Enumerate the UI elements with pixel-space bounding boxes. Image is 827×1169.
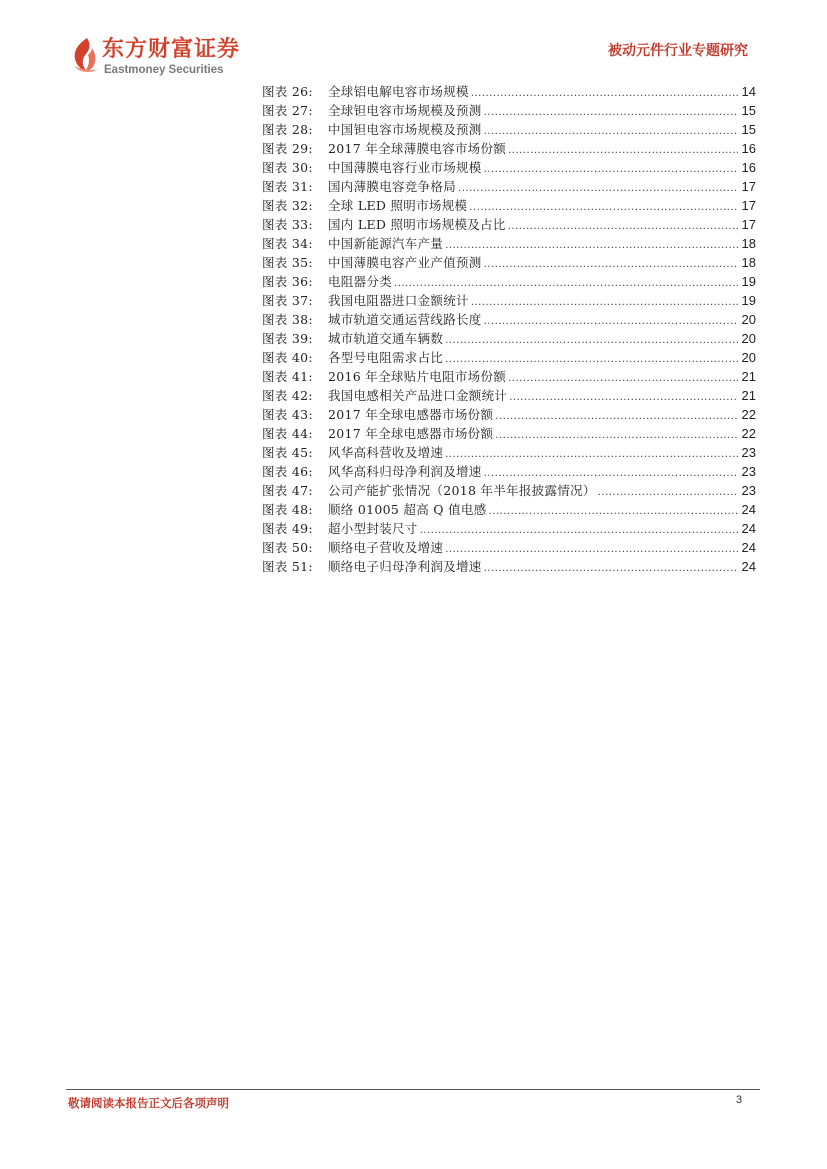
toc-entry-label: [262, 424, 493, 443]
toc-figure-title: 城市轨道交通车辆数: [328, 331, 444, 346]
toc-figure-title: 超小型封装尺寸: [328, 521, 418, 536]
toc-page-number: 24: [741, 521, 756, 536]
brand-name-cn: 东方财富证券: [102, 37, 241, 62]
toc-leader-dots: [484, 160, 738, 179]
toc-leader-dots: [471, 293, 738, 312]
toc-page-number: 23: [741, 445, 756, 460]
toc-leader-dots: [508, 217, 738, 236]
toc-figure-title: 2017 年全球电感器市场份额: [328, 426, 494, 441]
toc-leader-dots: [420, 521, 738, 540]
toc-page-number: 22: [741, 407, 756, 422]
toc-leader-dots: [484, 255, 738, 274]
toc-figure-number: 图表 51:: [262, 559, 313, 574]
toc-page-number: 20: [741, 331, 756, 346]
toc-figure-title: 电阻器分类: [328, 274, 393, 289]
toc-entry[interactable]: [262, 386, 756, 405]
toc-page-number: 21: [741, 369, 756, 384]
toc-page-number: 16: [741, 141, 756, 156]
toc-entry-label: [262, 386, 507, 405]
toc-figure-title: 顺络电子营收及增速: [328, 540, 444, 555]
toc-page-number: 24: [741, 502, 756, 517]
toc-figure-title: 中国新能源汽车产量: [328, 236, 444, 251]
toc-figure-title: 我国电阻器进口金额统计: [328, 293, 469, 308]
toc-entry[interactable]: [262, 557, 756, 576]
toc-figure-title: 2017 年全球电感器市场份额: [328, 407, 494, 422]
toc-entry[interactable]: [262, 291, 756, 310]
toc-entry[interactable]: [262, 500, 756, 519]
toc-leader-dots: [495, 407, 738, 426]
toc-entry-label: [262, 177, 456, 196]
toc-entry[interactable]: [262, 139, 756, 158]
toc-leader-dots: [484, 103, 738, 122]
toc-figure-number: 图表 41:: [262, 369, 313, 384]
toc-leader-dots: [508, 369, 738, 388]
toc-figure-title: 中国钽电容市场规模及预测: [328, 122, 482, 137]
toc-entry-label: [262, 519, 418, 538]
toc-figure-number: 图表 45:: [262, 445, 313, 460]
toc-leader-dots: [509, 388, 738, 407]
toc-figure-number: 图表 44:: [262, 426, 313, 441]
toc-figure-title: 中国薄膜电容行业市场规模: [328, 160, 482, 175]
toc-entry[interactable]: [262, 101, 756, 120]
toc-figure-title: 全球 LED 照明市场规模: [328, 198, 468, 213]
toc-figure-number: 图表 30:: [262, 160, 313, 175]
toc-entry-label: [262, 120, 482, 139]
toc-entry-label: [262, 101, 482, 120]
toc-entry-label: [262, 310, 482, 329]
toc-entry-label: [262, 291, 469, 310]
toc-figure-number: 图表 28:: [262, 122, 313, 137]
toc-page-number: 24: [741, 540, 756, 555]
toc-figure-number: 图表 40:: [262, 350, 313, 365]
toc-entry[interactable]: [262, 462, 756, 481]
toc-leader-dots: [445, 236, 738, 255]
toc-entry-label: [262, 367, 506, 386]
toc-entry-label: [262, 196, 467, 215]
toc-figure-title: 2016 年全球贴片电阻市场份额: [328, 369, 507, 384]
toc-entry-label: [262, 234, 443, 253]
toc-figure-title: 我国电感相关产品进口金额统计: [328, 388, 508, 403]
toc-leader-dots: [445, 540, 738, 559]
flame-swirl-logo-icon: [70, 36, 100, 74]
toc-figure-number: 图表 49:: [262, 521, 313, 536]
disclaimer-note: 敬请阅读本报告正文后各项声明: [68, 1096, 229, 1110]
toc-entry-label: [262, 405, 493, 424]
toc-entry-label: [262, 481, 596, 500]
toc-entry-label: [262, 329, 443, 348]
toc-figure-title: 中国薄膜电容产业产值预测: [328, 255, 482, 270]
toc-entry-label: [262, 500, 487, 519]
toc-entry[interactable]: [262, 196, 756, 215]
toc-page-number: 17: [741, 198, 756, 213]
toc-figure-title: 顺络电子归母净利润及增速: [328, 559, 482, 574]
toc-leader-dots: [484, 559, 738, 578]
toc-figure-number: 图表 35:: [262, 255, 313, 270]
toc-figure-number: 图表 34:: [262, 236, 313, 251]
toc-entry-label: [262, 348, 443, 367]
toc-entry[interactable]: [262, 481, 756, 500]
toc-leader-dots: [469, 198, 738, 217]
toc-page-number: 23: [741, 483, 756, 498]
toc-entry[interactable]: [262, 253, 756, 272]
footer-divider: [66, 1089, 760, 1090]
toc-page-number: 21: [741, 388, 756, 403]
toc-page-number: 17: [741, 179, 756, 194]
toc-leader-dots: [495, 426, 738, 445]
brand-name-en: Eastmoney Securities: [104, 64, 224, 76]
page-number: 3: [736, 1094, 743, 1106]
toc-entry[interactable]: [262, 348, 756, 367]
toc-figure-number: 图表 50:: [262, 540, 313, 555]
toc-entry-label: [262, 557, 482, 576]
toc-figure-number: 图表 48:: [262, 502, 313, 517]
toc-leader-dots: [445, 331, 738, 350]
toc-figure-title: 城市轨道交通运营线路长度: [328, 312, 482, 327]
toc-entry-label: [262, 462, 482, 481]
toc-entry-label: [262, 538, 443, 557]
toc-figure-title: 各型号电阻需求占比: [328, 350, 444, 365]
toc-entry-label: [262, 82, 469, 101]
report-title: 被动元件行业专题研究: [608, 43, 748, 59]
toc-figure-title: 全球铝电解电容市场规模: [328, 84, 469, 99]
toc-entry[interactable]: [262, 310, 756, 329]
toc-entry[interactable]: [262, 519, 756, 538]
toc-page-number: 19: [741, 293, 756, 308]
toc-entry-label: [262, 215, 506, 234]
toc-figure-title: 国内 LED 照明市场规模及占比: [328, 217, 506, 232]
toc-page-number: 23: [741, 464, 756, 479]
toc-figure-number: 图表 42:: [262, 388, 313, 403]
toc-entry[interactable]: [262, 367, 756, 386]
toc-figure-title: 风华高科归母净利润及增速: [328, 464, 482, 479]
toc-leader-dots: [598, 483, 738, 502]
toc-page-number: 15: [741, 122, 756, 137]
toc-figure-number: 图表 39:: [262, 331, 313, 346]
toc-figure-number: 图表 26:: [262, 84, 313, 99]
toc-entry-label: [262, 443, 443, 462]
toc-figure-number: 图表 27:: [262, 103, 313, 118]
toc-figure-number: 图表 46:: [262, 464, 313, 479]
toc-leader-dots: [458, 179, 738, 198]
toc-entry[interactable]: [262, 272, 756, 291]
toc-leader-dots: [508, 141, 738, 160]
toc-entry[interactable]: [262, 158, 756, 177]
toc-page-number: 18: [741, 255, 756, 270]
toc-entry-label: [262, 253, 482, 272]
toc-page-number: 20: [741, 350, 756, 365]
toc-entry[interactable]: [262, 424, 756, 443]
toc-figure-number: 图表 36:: [262, 274, 313, 289]
toc-figure-number: 图表 31:: [262, 179, 313, 194]
figure-index-list: [262, 82, 756, 576]
toc-entry[interactable]: [262, 82, 756, 101]
toc-entry[interactable]: [262, 234, 756, 253]
toc-entry-label: [262, 139, 506, 158]
toc-figure-title: 顺络 01005 超高 Q 值电感: [328, 502, 487, 517]
toc-figure-number: 图表 38:: [262, 312, 313, 327]
toc-page-number: 19: [741, 274, 756, 289]
toc-leader-dots: [471, 84, 738, 103]
toc-figure-title: 风华高科营收及增速: [328, 445, 444, 460]
toc-entry-label: [262, 272, 392, 291]
toc-figure-number: 图表 32:: [262, 198, 313, 213]
toc-figure-title: 国内薄膜电容竞争格局: [328, 179, 457, 194]
toc-page-number: 20: [741, 312, 756, 327]
toc-entry[interactable]: [262, 538, 756, 557]
toc-leader-dots: [489, 502, 738, 521]
toc-page-number: 15: [741, 103, 756, 118]
toc-page-number: 16: [741, 160, 756, 175]
toc-figure-number: 图表 29:: [262, 141, 313, 156]
toc-page-number: 18: [741, 236, 756, 251]
toc-entry[interactable]: [262, 443, 756, 462]
toc-figure-title: 公司产能扩张情况（2018 年半年报披露情况）: [328, 483, 596, 498]
toc-figure-number: 图表 43:: [262, 407, 313, 422]
toc-page-number: 17: [741, 217, 756, 232]
toc-page-number: 22: [741, 426, 756, 441]
toc-entry[interactable]: [262, 405, 756, 424]
toc-entry[interactable]: [262, 329, 756, 348]
toc-leader-dots: [484, 122, 738, 141]
toc-entry[interactable]: [262, 120, 756, 139]
page-header: [0, 0, 827, 90]
toc-leader-dots: [484, 312, 738, 331]
toc-figure-number: 图表 37:: [262, 293, 313, 308]
toc-figure-number: 图表 33:: [262, 217, 313, 232]
toc-entry[interactable]: [262, 177, 756, 196]
toc-page-number: 14: [741, 84, 756, 99]
toc-entry-label: [262, 158, 482, 177]
toc-figure-number: 图表 47:: [262, 483, 313, 498]
toc-page-number: 24: [741, 559, 756, 574]
toc-figure-title: 2017 年全球薄膜电容市场份额: [328, 141, 507, 156]
toc-entry[interactable]: [262, 215, 756, 234]
toc-leader-dots: [445, 445, 738, 464]
toc-figure-title: 全球钽电容市场规模及预测: [328, 103, 482, 118]
